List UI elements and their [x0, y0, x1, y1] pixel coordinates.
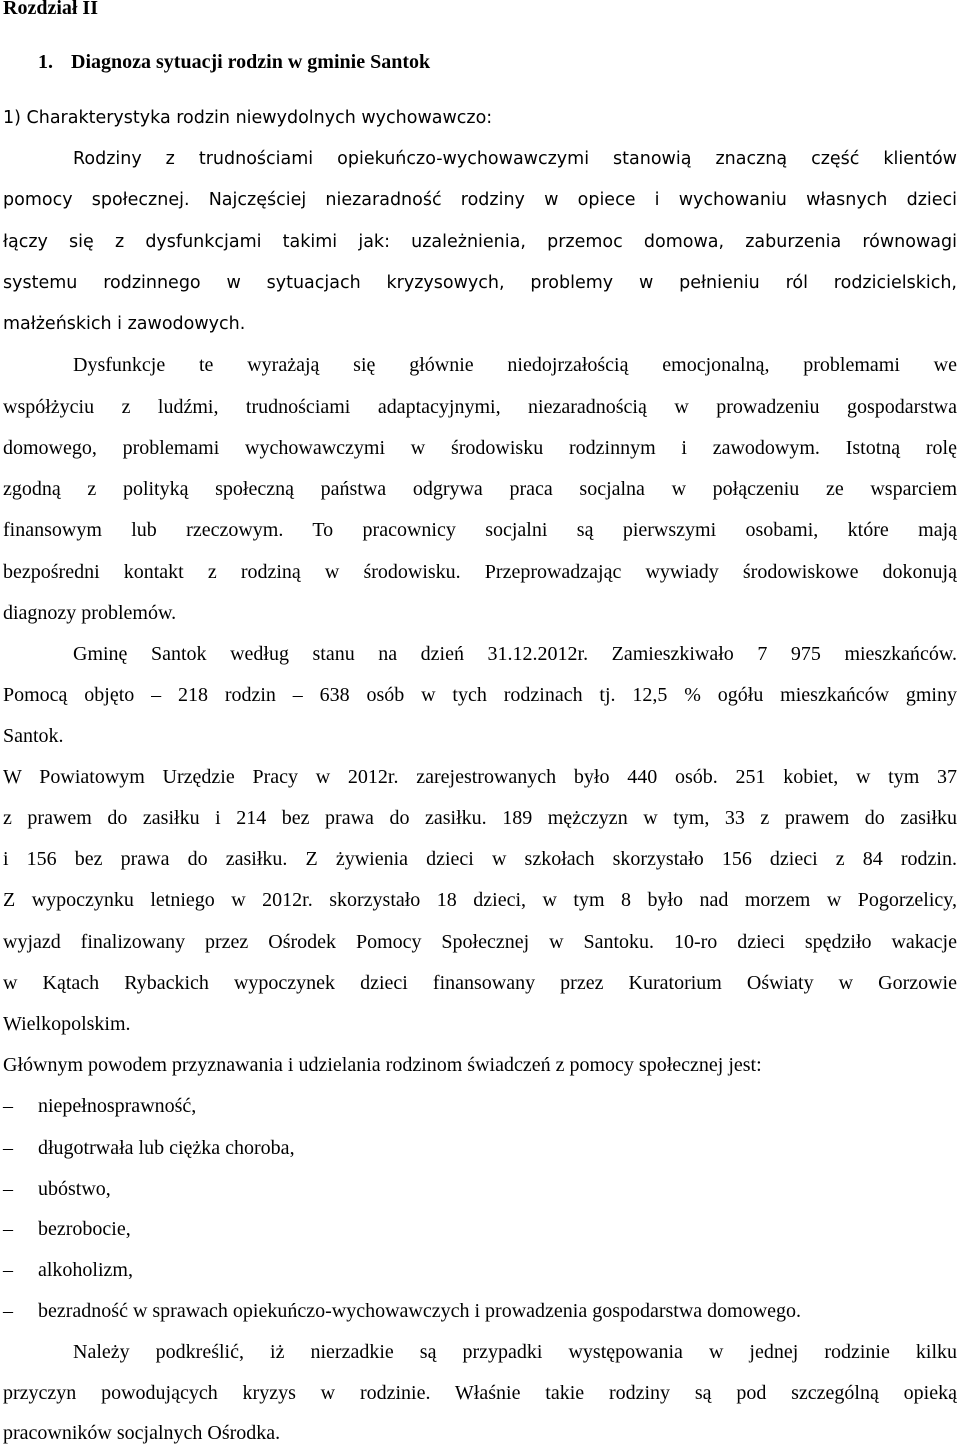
paragraph-2-line-6: bezpośredni kontakt z rodziną w środowisku. Przeprowadzając wywiady środowiskowe dokonują	[3, 561, 957, 583]
section-number: 1.	[38, 51, 53, 73]
list-item-text: bezrobocie,	[38, 1218, 131, 1240]
paragraph-5-line-1: W Powiatowym Urzędzie Pracy w 2012r. zarejestrowanych było 440 osób. 251 kobiet, w tym 37	[3, 766, 957, 788]
paragraph-2-line-7: diagnozy problemów.	[3, 602, 177, 624]
section-heading	[38, 50, 960, 74]
paragraph-5-line-3: i 156 bez prawa do zasiłku. Z żywienia dzieci w szkołach skorzystało 156 dzieci z 84 rodzin.	[3, 848, 957, 870]
paragraph-5-line-4: Z wypoczynku letniego w 2012r. skorzystało 18 dzieci, w tym 8 było nad morzem w Pogorzelicy,	[3, 889, 957, 911]
list-item-text: niepełnosprawność,	[38, 1095, 197, 1117]
paragraph-1-line-2: pomocy społecznej. Najczęściej niezaradność rodziny w opiece i wychowaniu własnych dzieci	[3, 190, 957, 210]
paragraph-4-line-1: Pomocą objęto – 218 rodzin – 638 osób w tych rodzinach tj. 12,5 % ogółu mieszkańców gminy	[3, 684, 957, 706]
dash-marker: –	[3, 1095, 13, 1117]
paragraph-4-line-2: Santok.	[3, 725, 64, 747]
list-item-text: długotrwała lub ciężka choroba,	[38, 1137, 295, 1159]
paragraph-3: Gminę Santok według stanu na dzień 31.12.2012r. Zamieszkiwało 7 975 mieszkańców.	[73, 643, 957, 665]
paragraph-6: Głównym powodem przyznawania i udzielania rodzinom świadczeń z pomocy społecznej jest:	[3, 1054, 762, 1076]
paragraph-7-line-3: pracowników socjalnych Ośrodka.	[3, 1422, 281, 1444]
paragraph-2-line-3: domowego, problemami wychowawczymi w środowisku rodzinnym i zawodowym. Istotną rolę	[3, 437, 957, 459]
dash-marker: –	[3, 1137, 13, 1159]
subsection-heading: 1) Charakterystyka rodzin niewydolnych wychowawczo:	[3, 108, 493, 128]
paragraph-1-line-3: łączy się z dysfunkcjami takimi jak: uzależnienia, przemoc domowa, zaburzenia równowagi	[3, 232, 957, 252]
paragraph-5-line-6: w Kątach Rybackich wypoczynek dzieci finansowany przez Kuratorium Oświaty w Gorzowie	[3, 972, 957, 994]
section-title: Diagnoza sytuacji rodzin w gminie Santok	[71, 51, 431, 73]
list-item-text: alkoholizm,	[38, 1259, 133, 1281]
dash-marker: –	[3, 1259, 13, 1281]
paragraph-1-line-4: systemu rodzinnego w sytuacjach kryzysowych, problemy w pełnieniu ról rodzicielskich,	[3, 273, 957, 293]
paragraph-5-line-2: z prawem do zasiłku i 214 bez prawa do zasiłku. 189 mężczyzn w tym, 33 z prawem do zasiłku	[3, 807, 957, 829]
list-item-text: bezradność w sprawach opiekuńczo-wychowawczych i prowadzenia gospodarstwa domowego.	[38, 1300, 802, 1322]
paragraph-7-line-1: Należy podkreślić, iż nierzadkie są przypadki występowania w jednej rodzinie kilku	[73, 1341, 957, 1363]
dash-marker: –	[3, 1178, 13, 1200]
paragraph-1-line-1: Rodziny z trudnościami opiekuńczo-wychowawczymi stanowią znaczną część klientów	[73, 149, 957, 169]
paragraph-1-line-5: małżeńskich i zawodowych.	[3, 314, 246, 334]
paragraph-2-line-5: finansowym lub rzeczowym. To pracownicy socjalni są pierwszymi osobami, które mają	[3, 519, 957, 541]
paragraph-2-line-4: zgodną z polityką społeczną państwa odgrywa praca socjalna w połączeniu ze wsparciem	[3, 478, 957, 500]
paragraph-5-line-5: wyjazd finalizowany przez Ośrodek Pomocy Społecznej w Santoku. 10-ro dzieci spędziło wakacje	[3, 931, 957, 953]
paragraph-5-line-7: Wielkopolskim.	[3, 1013, 131, 1035]
chapter-heading: Rozdział II	[3, 0, 98, 19]
list-item-text: ubóstwo,	[38, 1178, 111, 1200]
dash-marker: –	[3, 1218, 13, 1240]
paragraph-7-line-2: przyczyn powodujących kryzys w rodzinie. Właśnie takie rodziny są pod szczególną opieką	[3, 1382, 957, 1404]
paragraph-2-line-1: Dysfunkcje te wyrażają się głównie niedojrzałością emocjonalną, problemami we	[73, 354, 957, 376]
paragraph-2-line-2: współżyciu z ludźmi, trudnościami adaptacyjnymi, niezaradnością w prowadzeniu gospodarstwa	[3, 396, 957, 418]
dash-marker: –	[3, 1300, 13, 1322]
